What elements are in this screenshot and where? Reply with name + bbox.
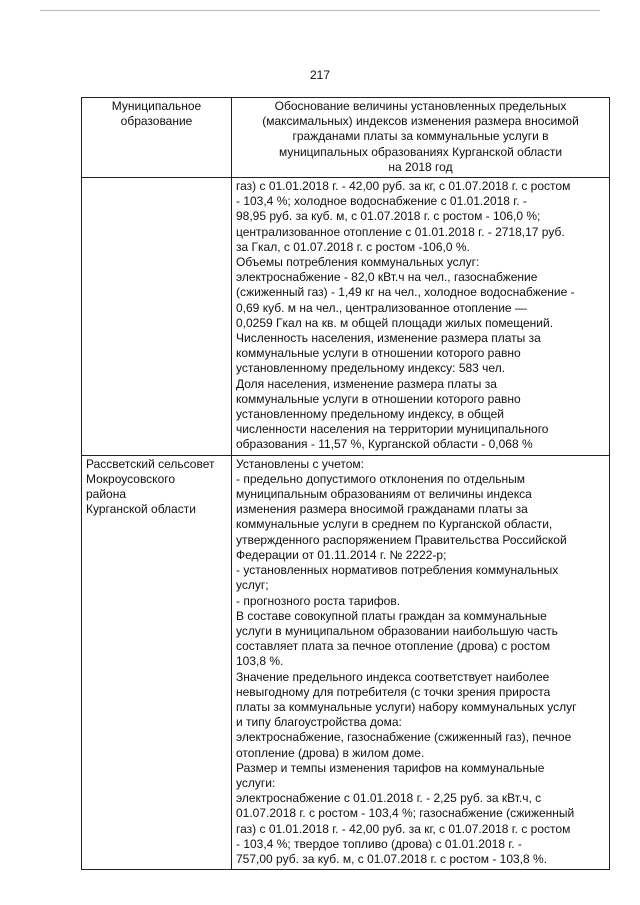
- text-line: коммунальные услуги в среднем по Курганской области,: [236, 517, 553, 532]
- text-line: централизованное отопление с 01.01.2018 г. - 2718,17 руб.: [236, 224, 565, 239]
- header-col2-line: (максимальных) индексов изменения размера вносимой: [262, 114, 579, 129]
- text-line: Федерации от 01.11.2014 г. № 2222-р;: [236, 547, 447, 562]
- header-col2-line: на 2018 год: [388, 159, 453, 174]
- scan-edge-mark: [40, 10, 600, 11]
- justification-table: [81, 97, 610, 870]
- text-line: 103,8 %.: [236, 654, 284, 669]
- text-line: 0,69 куб. м на чел., централизованное отопление —: [236, 300, 527, 315]
- text-line: Объемы потребления коммунальных услуг:: [236, 255, 480, 270]
- text-line: коммунальные услуги в отношении которого равно: [236, 391, 521, 406]
- text-line: Размер и темпы изменения тарифов на коммунальные: [236, 760, 545, 775]
- text-line: 0,0259 Гкал на кв. м общей площади жилых помещений.: [236, 315, 554, 330]
- text-line: 757,00 руб. за куб. м, с 01.07.2018 г. с ростом - 103,8 %.: [236, 851, 548, 866]
- table-row-continuation: [82, 178, 610, 456]
- text-line: услуг;: [236, 578, 269, 593]
- text-line: Установлены с учетом:: [236, 456, 364, 471]
- header-col1-line: образование: [120, 114, 193, 129]
- text-line: изменения размера вносимой гражданами платы за: [236, 502, 528, 517]
- text-line: Значение предельного индекса соответствует наиболее: [236, 669, 550, 684]
- text-line: Доля населения, изменение размера платы за: [236, 376, 497, 391]
- header-col2-line: гражданами платы за коммунальные услуги в: [292, 129, 549, 144]
- text-line: услуги в муниципальном образовании наибольшую часть: [236, 623, 558, 638]
- text-line: Курганской области: [86, 502, 196, 517]
- header-col2-line: муниципальных образованиях Курганской области: [278, 144, 563, 159]
- justification-cell-continuation: [232, 178, 610, 456]
- text-line: отопление (дрова) в жилом доме.: [236, 745, 425, 760]
- text-line: - 103,4 %; холодное водоснабжение с 01.01.2018 г. -: [236, 194, 527, 209]
- text-line: муниципальным образованиям от величины индекса: [236, 487, 532, 502]
- text-line: (сжиженный газ) - 1,49 кг на чел., холодное водоснабжение -: [236, 285, 575, 300]
- text-line: газ) с 01.01.2018 г. - 42,00 руб. за кг, с 01.07.2018 г. с ростом: [236, 821, 571, 836]
- header-col2-line: Обоснование величины установленных предельных: [274, 99, 567, 113]
- text-line: установленному предельному индексу, в общей: [236, 407, 504, 422]
- text-line: невыгодному для потребителя (с точки зрения прироста: [236, 684, 551, 699]
- text-line: района: [86, 487, 127, 502]
- justification-cell: [232, 455, 610, 869]
- page-number: 217: [309, 68, 331, 82]
- text-line: электроснабжение - 82,0 кВт.ч на чел., газоснабжение: [236, 270, 538, 285]
- text-line: 01.07.2018 г. с ростом - 103,4 %; газоснабжение (сжиженный: [236, 806, 575, 821]
- text-line: и типу благоустройства дома:: [236, 715, 402, 730]
- text-line: - 103,4 %; твердое топливо (дрова) с 01.01.2018 г. -: [236, 836, 522, 851]
- text-line: Рассветский сельсовет: [86, 456, 215, 471]
- text-line: утвержденного распоряжением Правительства Российской: [236, 532, 567, 547]
- text-line: В составе совокупной платы граждан за коммунальные: [236, 608, 547, 623]
- header-col1-line: Муниципальное: [111, 99, 202, 113]
- text-line: установленному предельному индексу: 583 чел.: [236, 361, 506, 376]
- text-line: 98,95 руб. за куб. м, с 01.07.2018 г. с ростом - 106,0 %;: [236, 209, 541, 224]
- municipality-cell-empty: [82, 178, 232, 456]
- text-line: численности населения на территории муниципального: [236, 422, 549, 437]
- text-line: электроснабжение, газоснабжение (сжиженный газ), печное: [236, 730, 572, 745]
- text-line: платы за коммунальные услуги) набору коммунальных услуг: [236, 699, 577, 714]
- header-municipality-cell: [82, 98, 232, 178]
- text-line: электроснабжение с 01.01.2018 г. - 2,25 руб. за кВт.ч, с: [236, 791, 542, 806]
- text-line: за Гкал, с 01.07.2018 г. с ростом -106,0 %.: [236, 239, 470, 254]
- text-line: образования - 11,57 %, Курганской области - 0,068 %: [236, 437, 533, 452]
- text-line: - прогнозного роста тарифов.: [236, 593, 401, 608]
- municipality-cell: [82, 455, 232, 869]
- text-line: - предельно допустимого отклонения по отдельным: [236, 471, 525, 486]
- text-line: коммунальные услуги в отношении которого равно: [236, 346, 521, 361]
- text-line: Мокроусовского: [86, 471, 176, 486]
- text-line: услуги:: [236, 775, 276, 790]
- text-line: - установленных нормативов потребления коммунальных: [236, 563, 559, 578]
- header-justification-cell: [232, 98, 610, 178]
- table-row-rassvetsky: [82, 455, 610, 869]
- table-header-row: [82, 98, 610, 178]
- text-line: составляет плата за печное отопление (дрова) с ростом: [236, 639, 551, 654]
- text-line: газ) с 01.01.2018 г. - 42,00 руб. за кг, с 01.07.2018 г. с ростом: [236, 179, 571, 194]
- text-line: Численность населения, изменение размера платы за: [236, 331, 541, 346]
